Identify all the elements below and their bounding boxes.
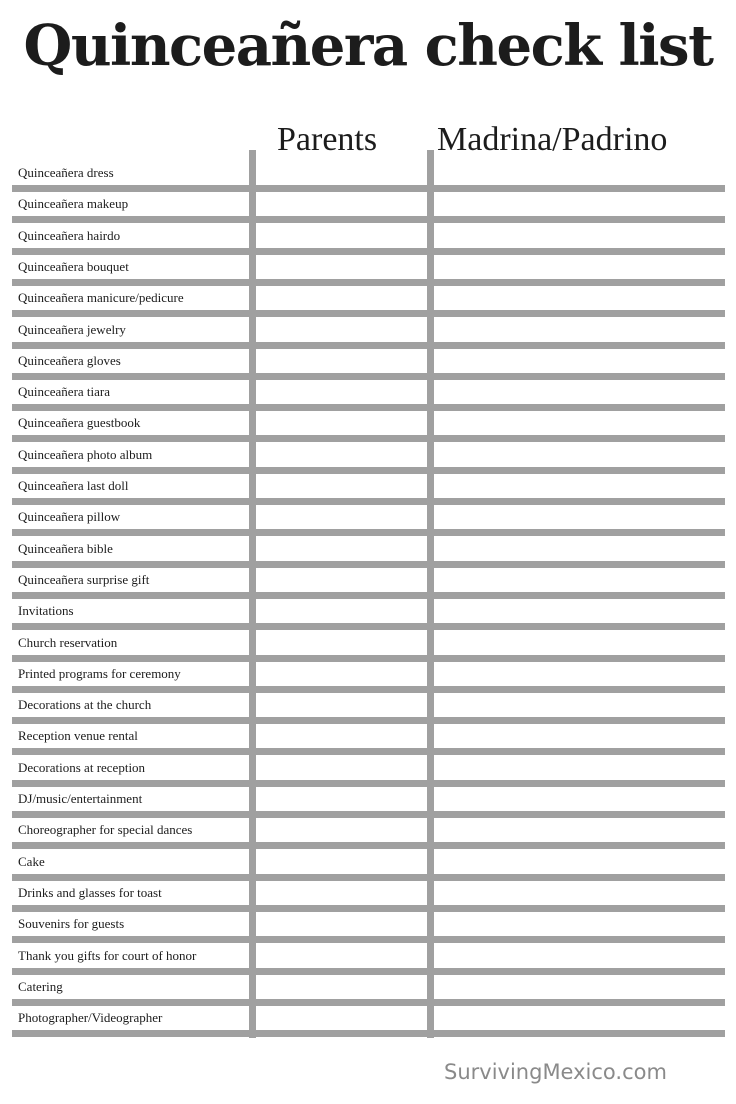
- row-divider: [12, 310, 725, 317]
- row-divider: [12, 373, 725, 380]
- madrina-padrino-cell[interactable]: [436, 633, 724, 653]
- madrina-padrino-cell[interactable]: [436, 288, 724, 308]
- row-label: Photographer/Videographer: [18, 1010, 163, 1025]
- madrina-padrino-cell[interactable]: [436, 789, 724, 809]
- page-title: Quinceañera check list: [23, 13, 713, 79]
- parents-cell[interactable]: [258, 413, 426, 433]
- row-divider: [12, 529, 725, 536]
- column-header-parents: Parents: [277, 121, 378, 158]
- row-label: Quinceañera gloves: [18, 353, 121, 368]
- madrina-padrino-cell[interactable]: [436, 977, 724, 997]
- madrina-padrino-cell[interactable]: [436, 695, 724, 715]
- madrina-padrino-cell[interactable]: [436, 351, 724, 371]
- row-divider: [12, 842, 725, 849]
- madrina-padrino-cell[interactable]: [436, 226, 724, 246]
- row-divider: [12, 686, 725, 693]
- row-divider: [12, 1030, 725, 1037]
- row-label: Cake: [18, 854, 45, 869]
- parents-cell[interactable]: [258, 914, 426, 934]
- row-label: Choreographer for special dances: [18, 822, 193, 837]
- madrina-padrino-cell[interactable]: [436, 852, 724, 872]
- parents-cell[interactable]: [258, 601, 426, 621]
- row-label: Quinceañera photo album: [18, 447, 153, 462]
- madrina-padrino-cell[interactable]: [436, 445, 724, 465]
- madrina-padrino-cell[interactable]: [436, 914, 724, 934]
- row-divider: [12, 999, 725, 1006]
- madrina-padrino-cell[interactable]: [436, 664, 724, 684]
- row-divider: [12, 404, 725, 411]
- row-divider: [12, 342, 725, 349]
- parents-cell[interactable]: [258, 445, 426, 465]
- row-label: Thank you gifts for court of honor: [18, 948, 197, 963]
- row-label: Quinceañera jewelry: [18, 322, 126, 337]
- row-divider: [12, 655, 725, 662]
- row-label: Church reservation: [18, 635, 118, 650]
- row-divider: [12, 592, 725, 599]
- madrina-padrino-cell[interactable]: [436, 820, 724, 840]
- row-label: Quinceañera last doll: [18, 478, 129, 493]
- row-divider: [12, 279, 725, 286]
- parents-cell[interactable]: [258, 852, 426, 872]
- row-divider: [12, 780, 725, 787]
- parents-cell[interactable]: [258, 726, 426, 746]
- row-label: Catering: [18, 979, 63, 994]
- parents-cell[interactable]: [258, 351, 426, 371]
- row-label: Souvenirs for guests: [18, 916, 125, 931]
- parents-cell[interactable]: [258, 946, 426, 966]
- parents-cell[interactable]: [258, 977, 426, 997]
- row-label: Decorations at reception: [18, 760, 146, 775]
- parents-cell[interactable]: [258, 320, 426, 340]
- row-label: Quinceañera hairdo: [18, 228, 121, 243]
- madrina-padrino-cell[interactable]: [436, 476, 724, 496]
- madrina-padrino-cell[interactable]: [436, 539, 724, 559]
- parents-cell[interactable]: [258, 507, 426, 527]
- parents-cell[interactable]: [258, 1008, 426, 1028]
- row-divider: [12, 748, 725, 755]
- madrina-padrino-cell[interactable]: [436, 726, 724, 746]
- madrina-padrino-cell[interactable]: [436, 320, 724, 340]
- madrina-padrino-cell[interactable]: [436, 946, 724, 966]
- parents-cell[interactable]: [258, 758, 426, 778]
- row-label: Quinceañera makeup: [18, 196, 129, 211]
- row-label: Quinceañera bouquet: [18, 259, 129, 274]
- parents-cell[interactable]: [258, 633, 426, 653]
- madrina-padrino-cell[interactable]: [436, 570, 724, 590]
- row-divider: [12, 905, 725, 912]
- row-label: Printed programs for ceremony: [18, 666, 181, 681]
- madrina-padrino-cell[interactable]: [436, 601, 724, 621]
- row-label: Invitations: [18, 603, 74, 618]
- row-divider: [12, 874, 725, 881]
- parents-cell[interactable]: [258, 883, 426, 903]
- madrina-padrino-cell[interactable]: [436, 382, 724, 402]
- row-label: Quinceañera manicure/pedicure: [18, 290, 184, 305]
- madrina-padrino-cell[interactable]: [436, 883, 724, 903]
- row-label: Quinceañera bible: [18, 541, 113, 556]
- row-label: Reception venue rental: [18, 728, 138, 743]
- parents-cell[interactable]: [258, 226, 426, 246]
- row-label: Quinceañera guestbook: [18, 415, 141, 430]
- row-divider: [12, 811, 725, 818]
- parents-cell[interactable]: [258, 476, 426, 496]
- row-divider: [12, 185, 725, 192]
- row-divider: [12, 467, 725, 474]
- row-divider: [12, 498, 725, 505]
- row-divider: [12, 435, 725, 442]
- parents-cell[interactable]: [258, 539, 426, 559]
- row-label: DJ/music/entertainment: [18, 791, 143, 806]
- parents-cell[interactable]: [258, 163, 426, 183]
- row-label: Decorations at the church: [18, 697, 152, 712]
- parents-cell[interactable]: [258, 570, 426, 590]
- row-divider: [12, 561, 725, 568]
- madrina-padrino-cell[interactable]: [436, 257, 724, 277]
- parents-cell[interactable]: [258, 288, 426, 308]
- row-label: Quinceañera pillow: [18, 509, 121, 524]
- madrina-padrino-cell[interactable]: [436, 758, 724, 778]
- parents-cell[interactable]: [258, 695, 426, 715]
- madrina-padrino-cell[interactable]: [436, 507, 724, 527]
- row-divider: [12, 968, 725, 975]
- footer-credit: SurvivingMexico.com: [444, 1060, 667, 1084]
- row-divider: [12, 248, 725, 255]
- row-label: Quinceañera dress: [18, 165, 114, 180]
- row-divider: [12, 216, 725, 223]
- row-label: Drinks and glasses for toast: [18, 885, 162, 900]
- row-divider: [12, 623, 725, 630]
- row-divider: [12, 717, 725, 724]
- parents-cell[interactable]: [258, 382, 426, 402]
- parents-cell[interactable]: [258, 257, 426, 277]
- row-label: Quinceañera tiara: [18, 384, 111, 399]
- parents-cell[interactable]: [258, 789, 426, 809]
- madrina-padrino-cell[interactable]: [436, 1008, 724, 1028]
- column-header-madrina-padrino: Madrina/Padrino: [437, 121, 668, 158]
- madrina-padrino-cell[interactable]: [436, 413, 724, 433]
- madrina-padrino-cell[interactable]: [436, 194, 724, 214]
- row-divider: [12, 936, 725, 943]
- parents-cell[interactable]: [258, 194, 426, 214]
- row-label: Quinceañera surprise gift: [18, 572, 150, 587]
- madrina-padrino-cell[interactable]: [436, 163, 724, 183]
- parents-cell[interactable]: [258, 820, 426, 840]
- parents-cell[interactable]: [258, 664, 426, 684]
